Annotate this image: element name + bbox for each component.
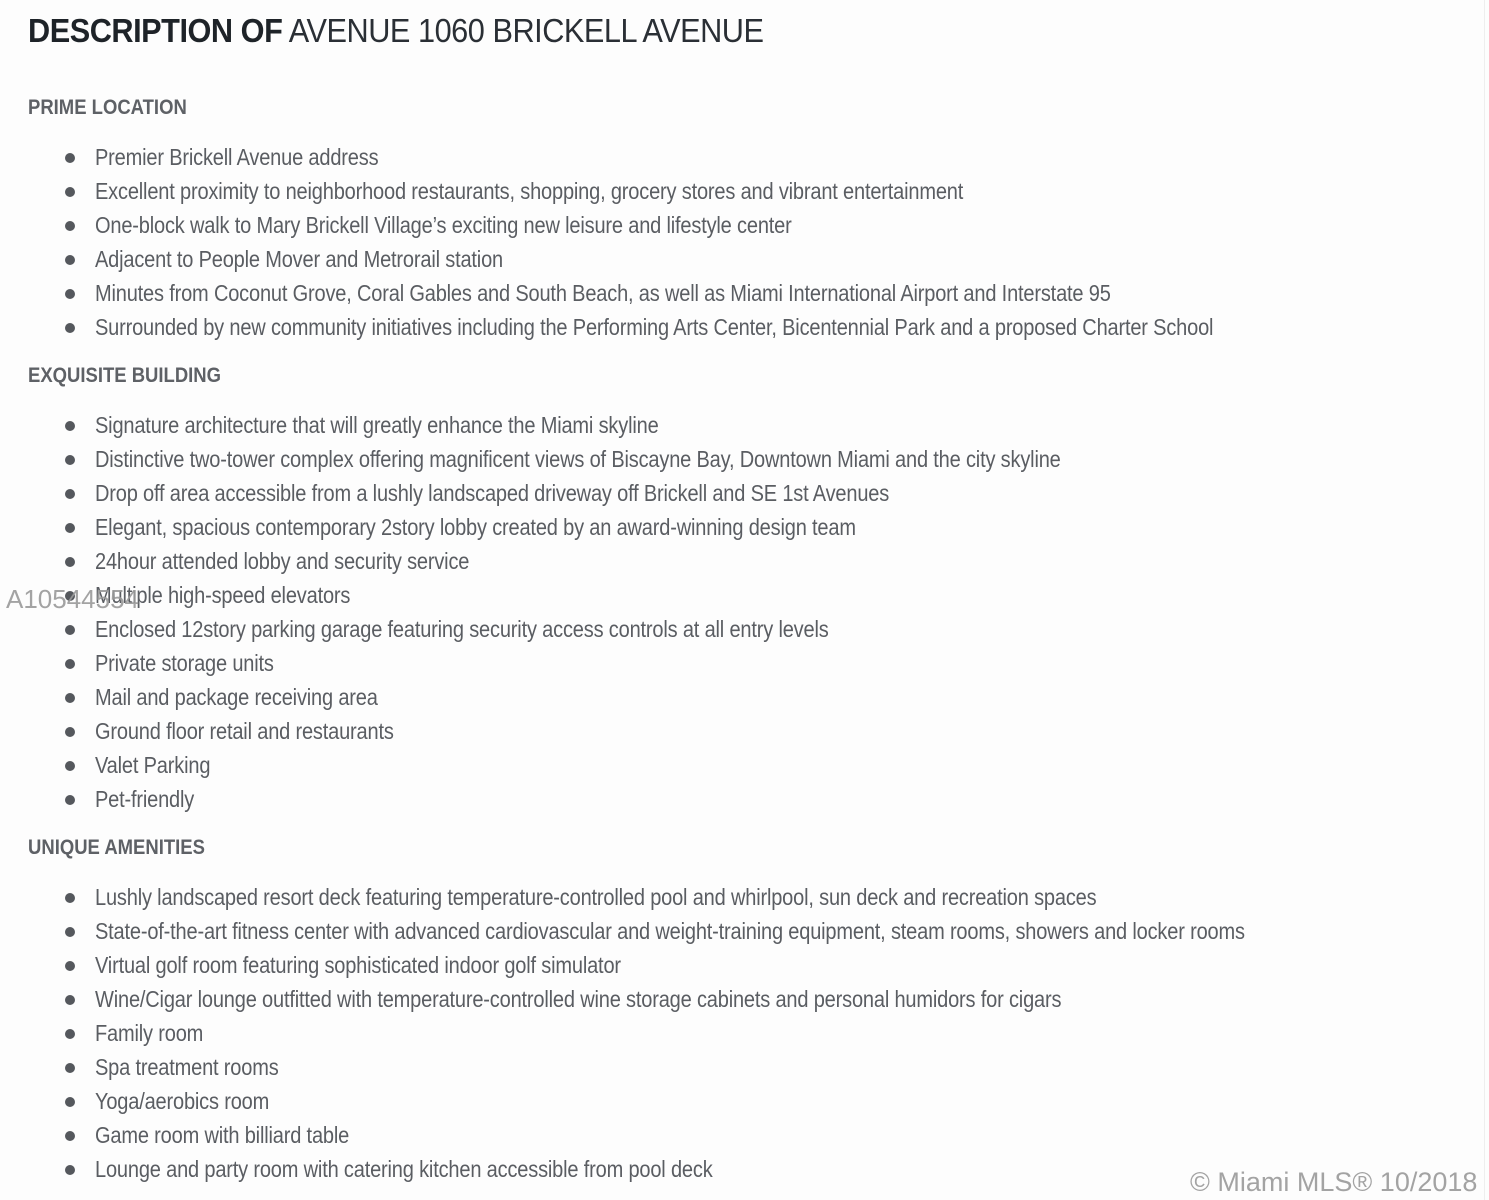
list-item-text: Enclosed 12story parking garage featuring security access controls at all entry levels	[95, 616, 829, 642]
list-item-text: Spa treatment rooms	[95, 1054, 279, 1080]
bullet-icon	[65, 761, 75, 771]
list-item-text: Family room	[95, 1020, 204, 1046]
bullet-icon	[65, 659, 75, 669]
list-item-text: One-block walk to Mary Brickell Village’s exciting new leisure and lifestyle center	[95, 212, 792, 238]
copyright-watermark: © Miami MLS® 10/2018	[1190, 1167, 1478, 1197]
bullet-icon	[65, 221, 75, 231]
list-item-text: Premier Brickell Avenue address	[95, 144, 379, 170]
list-item-text: Lounge and party room with catering kitchen accessible from pool deck	[95, 1156, 713, 1182]
bullet-icon	[65, 927, 75, 937]
list-item-text: Multiple high-speed elevators	[95, 582, 351, 608]
bullet-icon	[65, 1131, 75, 1141]
bullet-icon	[65, 153, 75, 163]
list-item-text: Game room with billiard table	[95, 1122, 350, 1148]
list-item-text: Mail and package receiving area	[95, 684, 378, 710]
section-heading-exquisite-building: EXQUISITE BUILDING	[28, 364, 222, 387]
bullet-icon	[65, 289, 75, 299]
bullet-icon	[65, 1097, 75, 1107]
bullet-icon	[65, 1029, 75, 1039]
list-item-text: Surrounded by new community initiatives including the Performing Arts Center, Bicentennial Park and a proposed Charter School	[95, 314, 1214, 340]
bullet-icon	[65, 523, 75, 533]
bullet-icon	[65, 455, 75, 465]
bullet-icon	[65, 557, 75, 567]
bullet-icon	[65, 625, 75, 635]
list-item-text: 24hour attended lobby and security service	[95, 548, 470, 574]
section-heading-prime-location: PRIME LOCATION	[28, 96, 187, 119]
page-title-prefix: DESCRIPTION OF	[28, 12, 283, 49]
listing-id-watermark: A10544554	[6, 584, 140, 614]
list-item-text: Virtual golf room featuring sophisticated indoor golf simulator	[95, 952, 621, 978]
list-item-text: Distinctive two-tower complex offering magnificent views of Biscayne Bay, Downtown Miami and the city skyline	[95, 446, 1061, 472]
list-item-text: Ground floor retail and restaurants	[95, 718, 394, 744]
bullet-icon	[65, 893, 75, 903]
list-item-text: Wine/Cigar lounge outfitted with temperature-controlled wine storage cabinets and personal humidors for cigars	[95, 986, 1062, 1012]
bullet-icon	[65, 795, 75, 805]
list-item-text: Lushly landscaped resort deck featuring temperature-controlled pool and whirlpool, sun deck and recreation spaces	[95, 884, 1097, 910]
list-item-text: Elegant, spacious contemporary 2story lobby created by an award-winning design team	[95, 514, 856, 540]
bullet-icon	[65, 1165, 75, 1175]
page-title-property: AVENUE 1060 BRICKELL AVENUE	[288, 12, 764, 49]
list-item-text: Valet Parking	[95, 752, 211, 778]
list-item-text: Signature architecture that will greatly enhance the Miami skyline	[95, 412, 659, 438]
list-item-text: Excellent proximity to neighborhood restaurants, shopping, grocery stores and vibrant entertainment	[95, 178, 964, 204]
list-item-text: Adjacent to People Mover and Metrorail station	[95, 246, 503, 272]
list-item-text: Minutes from Coconut Grove, Coral Gables and South Beach, as well as Miami International Airport and Interstate 95	[95, 280, 1111, 306]
bullet-icon	[65, 489, 75, 499]
list-item-text: Drop off area accessible from a lushly landscaped driveway off Brickell and SE 1st Avenues	[95, 480, 890, 506]
list-item-text: Yoga/aerobics room	[95, 1088, 270, 1114]
list-item-text: Pet-friendly	[95, 786, 195, 812]
section-heading-unique-amenities: UNIQUE AMENITIES	[28, 836, 205, 859]
bullet-icon	[65, 323, 75, 333]
bullet-icon	[65, 187, 75, 197]
bullet-icon	[65, 995, 75, 1005]
bullet-icon	[65, 961, 75, 971]
bullet-icon	[65, 1063, 75, 1073]
bullet-icon	[65, 255, 75, 265]
bullet-icon	[65, 693, 75, 703]
bullet-icon	[65, 727, 75, 737]
list-item-text: State-of-the-art fitness center with advanced cardiovascular and weight-training equipment, steam rooms, showers and locker rooms	[95, 918, 1245, 944]
list-item-text: Private storage units	[95, 650, 274, 676]
bullet-icon	[65, 421, 75, 431]
page-title	[28, 10, 763, 52]
